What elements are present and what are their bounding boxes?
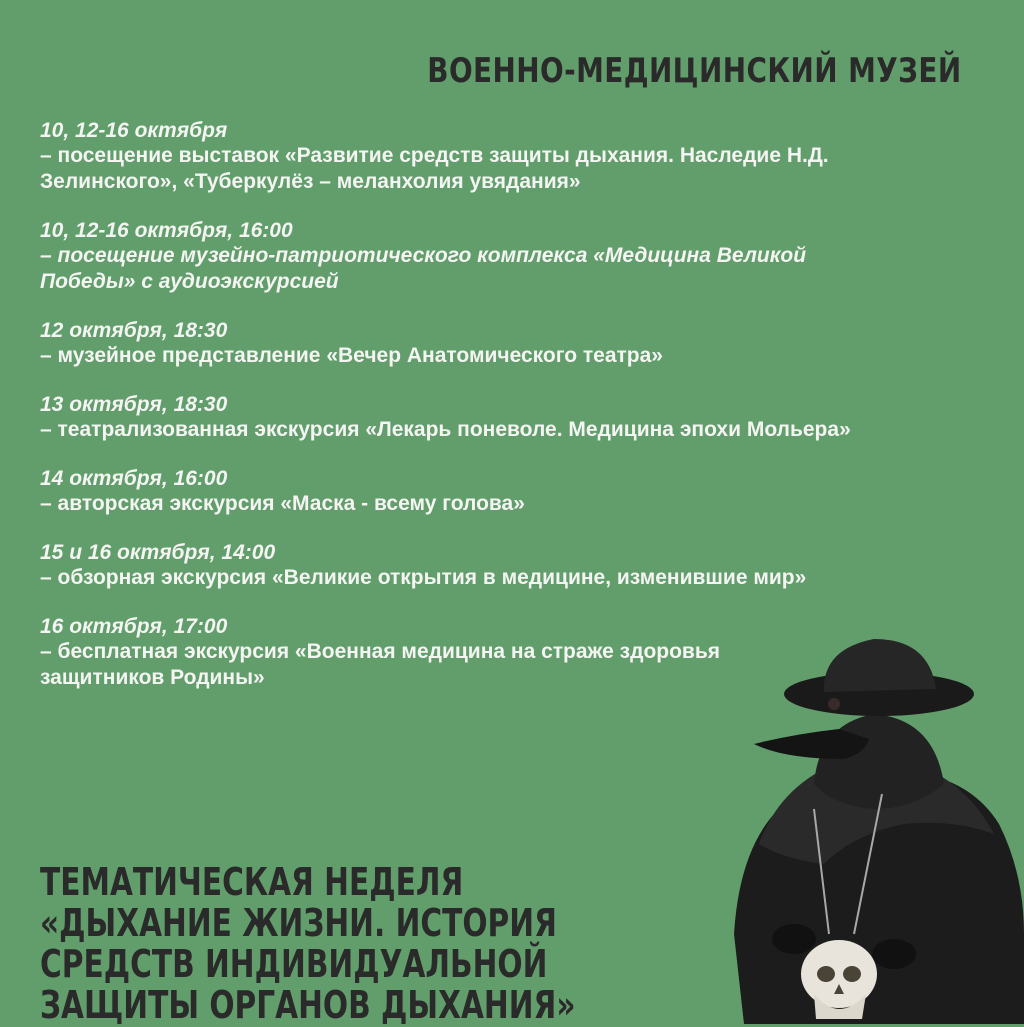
event-description: – музейное представление «Вечер Анатомического театра» (40, 344, 663, 367)
event-date: 14 октября, 16:00 (40, 467, 228, 490)
event-date: 13 октября, 18:30 (40, 393, 228, 416)
skull-right-eye-shape (843, 966, 861, 982)
event-date: 10, 12-16 октября, 16:00 (40, 219, 293, 242)
thematic-week-title: ТЕМАТИЧЕСКАЯ НЕДЕЛЯ «ДЫХАНИЕ ЖИЗНИ. ИСТОРИЯ СРЕДСТВ ИНДИВИДУАЛЬНОЙ ЗАЩИТЫ ОРГАНОВ ДЫХАНИЯ» (40, 860, 576, 1027)
left-hand-shape (772, 924, 816, 954)
event-item (40, 540, 970, 591)
hat-crown-shape (824, 639, 936, 692)
skull-left-eye-shape (817, 966, 835, 982)
event-date: 16 октября, 17:00 (40, 615, 228, 638)
event-description: – посещение музейно-патриотического комплекса «Медицина Великой Победы» с аудиоэкскурсией (40, 244, 807, 293)
event-item (40, 466, 970, 517)
event-item (40, 392, 970, 443)
event-item (40, 218, 970, 295)
mask-eye-shape (828, 698, 840, 710)
event-date: 12 октября, 18:30 (40, 319, 228, 342)
event-item (40, 318, 970, 369)
plague-doctor-figure-icon (704, 634, 1024, 1024)
event-description: – обзорная экскурсия «Великие открытия в медицине, изменившие мир» (40, 566, 807, 589)
event-description: – театрализованная экскурсия «Лекарь поневоле. Медицина эпохи Мольера» (40, 418, 851, 441)
right-hand-shape (872, 939, 916, 969)
event-description: – авторская экскурсия «Маска - всему голова» (40, 492, 525, 515)
event-description: – посещение выставок «Развитие средств защиты дыхания. Наследие Н.Д. Зелинского», «Туберкулёз – меланхолия увядания» (40, 144, 829, 193)
event-item (40, 118, 970, 195)
event-date: 15 и 16 октября, 14:00 (40, 541, 276, 564)
event-date: 10, 12-16 октября (40, 119, 228, 142)
skull-shape (801, 940, 877, 1008)
hood-shape (814, 714, 944, 809)
event-description: – бесплатная экскурсия «Военная медицина на страже здоровья защитников Родины» (40, 640, 721, 689)
beak-mask-shape (754, 729, 869, 759)
events-list (40, 118, 970, 714)
museum-title: ВОЕННО-МЕДИЦИНСКИЙ МУЗЕЙ (427, 51, 962, 91)
